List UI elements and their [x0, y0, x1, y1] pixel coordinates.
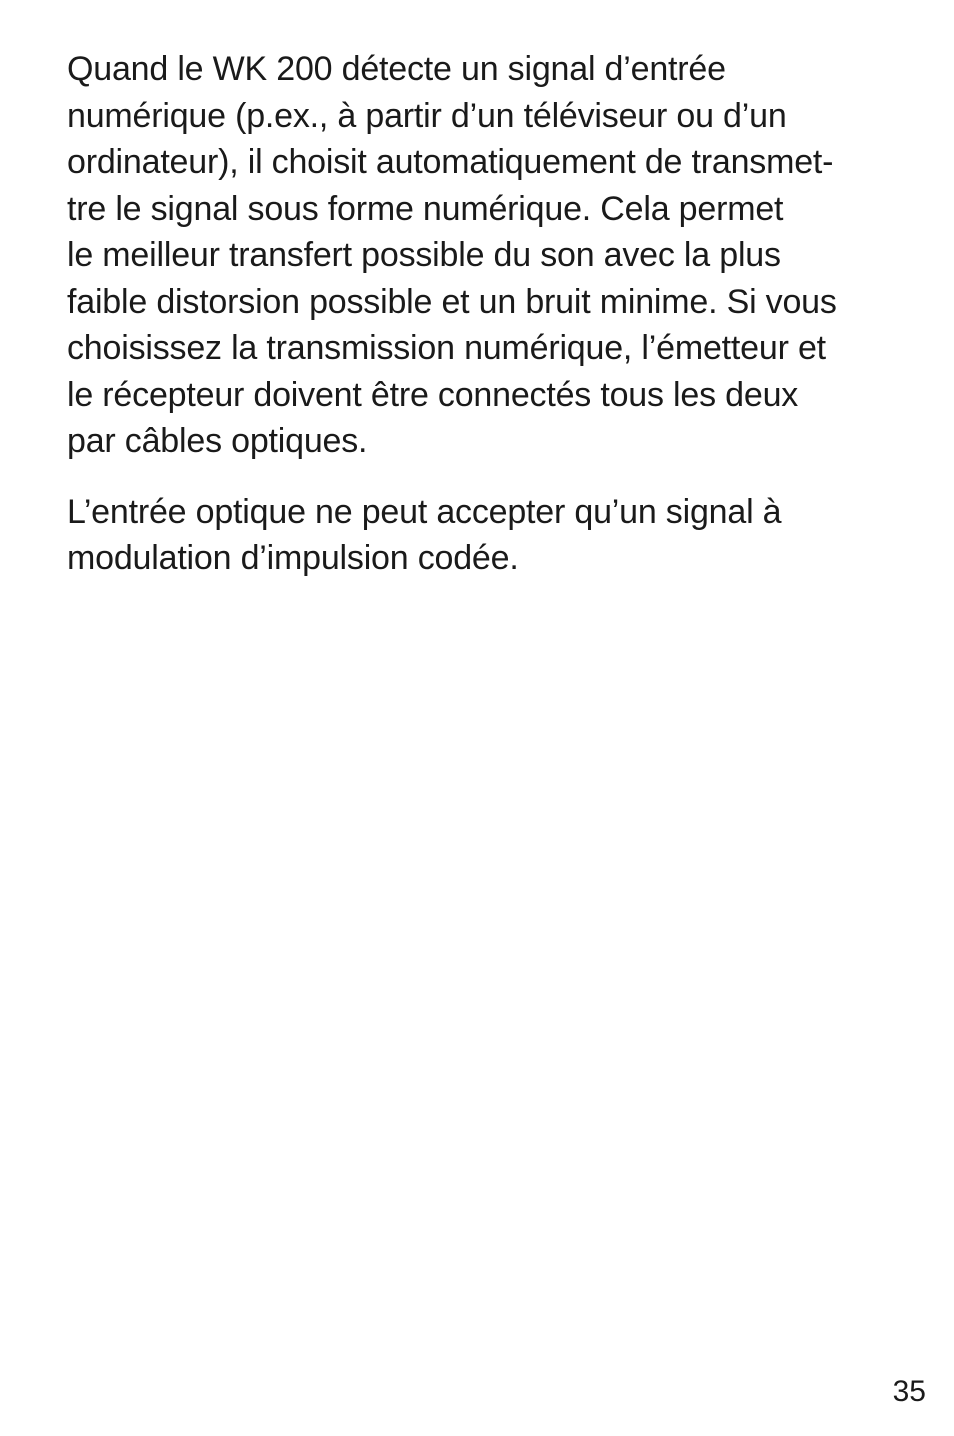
- text-line: faible distorsion possible et un bruit minime. Si vous: [67, 282, 837, 321]
- text-line: tre le signal sous forme numérique. Cela permet: [67, 189, 784, 228]
- text-line: Quand le WK 200 détecte un signal d’entrée: [67, 50, 726, 88]
- page-number: 35: [892, 1375, 926, 1408]
- text-line: choisissez la transmission numérique, l’émetteur et: [67, 329, 826, 367]
- text-line: L’entrée optique ne peut accepter qu’un signal à: [67, 492, 782, 531]
- text-line: le récepteur doivent être connectés tous les deux: [67, 375, 799, 414]
- text-line: le meilleur transfert possible du son avec la plus: [67, 236, 781, 274]
- text-line: par câbles optiques.: [67, 422, 368, 460]
- text-line: ordinateur), il choisit automatiquement de transmet-: [67, 143, 834, 181]
- text-line: modulation d’impulsion codée.: [67, 539, 519, 577]
- text-line: numérique (p.ex., à partir d’un téléviseur ou d’un: [67, 96, 787, 135]
- body-text: [67, 46, 917, 582]
- paragraph-optical-input: [67, 489, 917, 582]
- paragraph-digital-input: [67, 46, 917, 465]
